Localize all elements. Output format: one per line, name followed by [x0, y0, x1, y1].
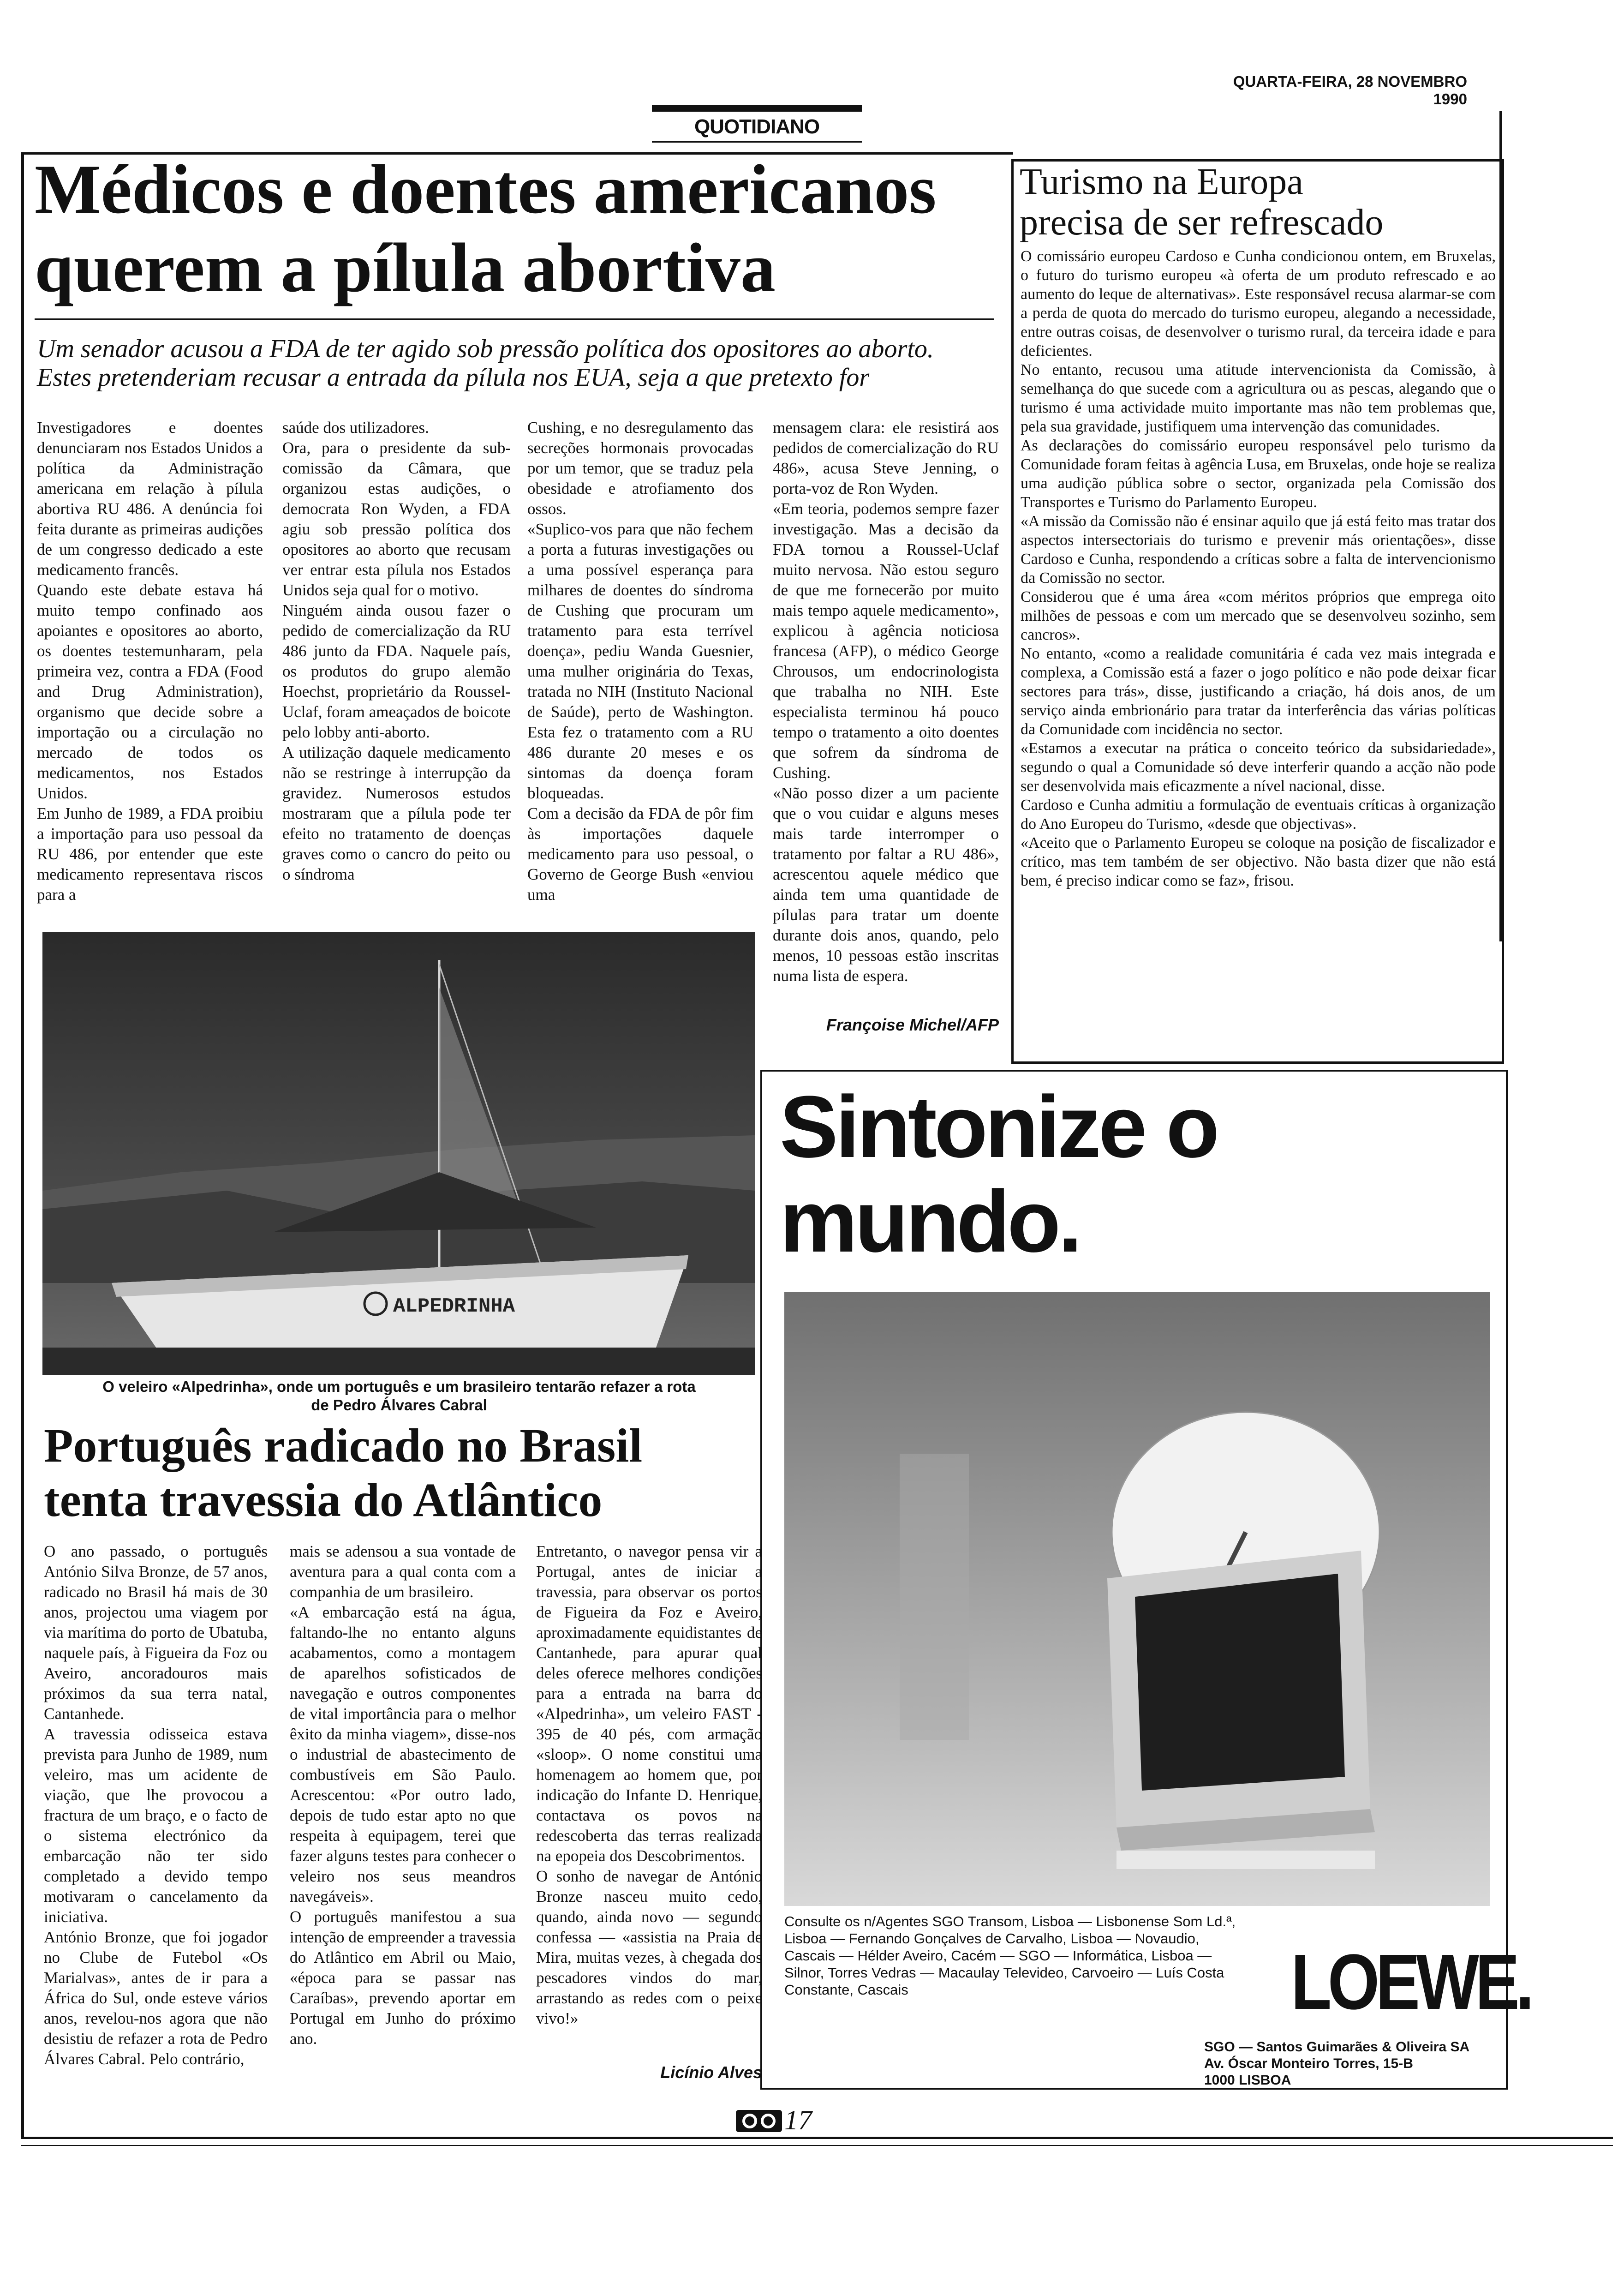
issue-date: QUARTA-FEIRA, 28 NOVEMBRO 1990 — [1233, 73, 1467, 108]
sailboat-illustration — [42, 932, 755, 1375]
photo-caption-line2: de Pedro Álvares Cabral — [311, 1396, 487, 1414]
photo-caption-line1: O veleiro «Alpedrinha», onde um português e um brasileiro tentarão refazer a rota — [102, 1378, 696, 1395]
publication-logo-icon — [736, 2110, 782, 2132]
tourism-article-body: O comissário europeu Cardoso e Cunha condicionou ontem, em Bruxelas, o futuro do turismo europeu «à oferta de um produto refrescado e ao aumento do leque de alternativas». Este responsável recusa alarmar-se com a perda de quota do mercado do turismo europeu, alegando a necessidade, entre outras coisas, de desenvolver o turismo rural, da terceira idade e para deficientes. No entanto, recusou uma atitude intervencionista da Comissão, à semelhança do que sucede com a agricultura ou as pescas, alegando que o turismo é uma actividade muito importante mas não tem problemas que, pela sua gravidade, justifiquem uma intervenção das comunidades. As declarações do comissário europeu responsável pelo turismo da Comunidade foram feitas à agência Lusa, em Bruxelas, onde hoje se realiza uma audição pública sobre o sector, organizada pela Comissão dos Transportes e Turismo do Parlamento Europeu. «A missão da Comissão não é ensinar aquilo que já está feito mas tratar dos aspectos intersectoriais do turismo e prevenir más orientações», disse Cardoso e Cunha, respondendo a críticas sobre a falta de intervencionismo da Comissão no sector. Considerou que é uma área «com méritos próprios que emprega oito milhões de pessoas e com um mercado que se desenvolveu sozinho, sem cancros». No entanto, «como a realidade comunitária é cada vez mais integrada e complexa, a Comissão está a fazer o jogo político e não pode deixar ficar sectores para trás», disse, justificando a criação, há dois anos, de um serviço ainda embrionário para tratar da interferência das várias políticas da Comunidade com incidência no sector. «Estamos a executar na prática o conceito teórico da subsidariedade», segundo o qual a Comunidade só deve interferir quando a acção não pode ser desenvolvida mais eficazmente a nível nacional, disse. Cardoso e Cunha admitiu a formulação de eventuais críticas à organização do Ano Europeu do Turismo, «desde que objectivas». «Aceito que o Parlamento Europeu se coloque na posição de fiscalizador e crítico, mas tem também de ser objectivo. Não basta dizer que não está bem, é preciso indicar como se faz», frisou. — [1021, 248, 1496, 889]
section-rule-top — [652, 105, 862, 112]
tourism-headline-line2: precisa de ser refrescado — [1020, 202, 1384, 243]
brazil-headline-line1: Português radicado no Brasil — [44, 1419, 643, 1472]
brazil-article-column-1: O ano passado, o português António Silva Bronze, de 57 anos, radicado no Brasil há mais de 30 anos, projectou uma viagem por via marítima do porto de Ubatuba, naquele país, à Figueira da Foz ou Aveiro, ancoradouros mais próximos da sua terra natal, Cantanhede. A travessia odisseica estava prevista para Junho de 1989, num veleiro, mas um acidente de viação, que lhe provocou a fractura de um braço, e o facto de o sistema electrónico da embarcação não ter sido completado a devido tempo motivaram o cancelamento da iniciativa. António Bronze, que foi jogador no Clube de Futebol «Os Marialvas», antes de ir para a África do Sul, onde esteve vários anos, revelou-nos agora que não desistiu de refazer a rota de Pedro Álvares Cabral. Pelo contrário, — [44, 1542, 268, 2068]
advert-headline-line1: Sintonize o — [780, 1078, 1217, 1176]
tv-satellite-photo — [784, 1292, 1490, 1906]
main-lead-line2: Estes pretenderiam recusar a entrada da pílula nos EUA, seja a que pretexto for — [37, 363, 870, 392]
tv-satellite-illustration — [784, 1292, 1490, 1906]
page-number: 17 — [784, 2105, 812, 2135]
section-rule-bottom — [652, 141, 862, 143]
boat-name: ALPEDRINHA — [393, 1295, 515, 1318]
main-article-column-1: Investigadores e doentes denunciaram nos Estados Unidos a política da Administração americana em relação à pílula abortiva RU 486. A denúncia foi feita durante as primeiras audições de um congresso dedicado a este medicamento francês. Quando este debate estava há muito tempo confinado aos apoiantes e opositores ao aborto, os doentes testemunharam, pela primeira vez, contra a FDA (Food and Drug Administration), organismo que decide sobre a importação ou a circulação no mercado de todos os medicamentos, nos Estados Unidos. Em Junho de 1989, a FDA proibiu a importação para uso pessoal da RU 486, por entender que este medicamento representava riscos para a — [37, 419, 263, 904]
main-lead-line1: Um senador acusou a FDA de ter agido sob pressão política dos opositores ao aborto. — [37, 335, 934, 363]
brazil-headline-line2: tenta travessia do Atlântico — [44, 1474, 603, 1527]
advert-address-line1: SGO — Santos Guimarães & Oliveira SA — [1204, 2039, 1470, 2055]
advert-address-line3: 1000 LISBOA — [1204, 2073, 1291, 2088]
brazil-article-byline: Licínio Alves — [660, 2063, 762, 2082]
page-left-border — [21, 152, 24, 2137]
brazil-article-column-2: mais se adensou a sua vontade de aventura para a qual conta com a companhia de um brasileiro. «A embarcação está na água, faltando-lhe no entanto alguns acabamentos, como a montagem de aparelhos sofisticados de navegação e outros componentes de vital importância para o melhor êxito da minha viagem», disse-nos o industrial de abastecimento de combustíveis em São Paulo. Acrescentou: «Por outro lado, depois de tudo estar apto no que respeita à equipagem, terei que fazer alguns testes para conhecer o veleiro nos seus meandros navegáveis». O português manifestou a sua intenção de empreender a travessia do Atlântico em Abril ou Maio, «época para se passar nas Caraíbas», prevendo aportar em Portugal em Junho do próximo ano. — [290, 1542, 516, 2048]
main-article-byline: Françoise Michel/AFP — [826, 1015, 999, 1034]
section-label: QUOTIDIANO — [694, 115, 820, 138]
main-article-column-3: Cushing, e no desregulamento das secreções hormonais provocadas por um temor, que se traduz pela obesidade e atrofiamento dos ossos. «Suplico-vos para que não fechem a porta a futuras investigações ou a uma possível esperança para milhares de doentes do síndroma de Cushing que procuram um tratamento para esta terrível doença», pediu Wanda Guesnier, uma mulher originária do Texas, tratada no NIH (Instituto Nacional de Saúde), perto de Washington. Esta fez o tratamento com a RU 486 durante 20 meses e os sintomas da doença foram bloqueadas. Com a decisão da FDA de pôr fim às importações daquele medicamento para uso pessoal, o Governo de George Bush «enviou uma — [527, 419, 753, 904]
main-article-column-4: mensagem clara: ele resistirá aos pedidos de comercialização do RU 486», acusa Steve Jenning, o porta-voz de Ron Wyden. «Em teoria, podemos sempre fazer investigação. Mas a decisão da FDA tornou a Roussel-Uclaf muito nervosa. Não estou seguro de que me fornecerão por muito mais tempo aquele medicamento», explicou à agência noticiosa francesa (AFP), o médico George Chrousos, um endocrinologista que trabalha no NIH. Este especialista terminou há pouco tempo o tratamento a oito doentes que sofrem da síndroma de Cushing. «Não posso dizer a um paciente que o vou cuidar e alguns meses mais tarde interromper o tratamento por faltar a RU 486», acrescentou aquele médico que ainda tem uma quantidade de pílulas para tratar um doente durante dois anos, quando, pelo menos, 10 pessoas estão inscritas numa lista de espera. — [773, 419, 999, 985]
advert-agents: Consulte os n/Agentes SGO Transom, Lisboa — Lisbonense Som Ld.ª, Lisboa — Fernando Gonçalves de Carvalho, Lisboa — Novaudio, Cascais — Hélder Aveiro, Cacém — SGO — Informática, Lisboa — Silnor, Torres Vedras — Macaulay Televideo, Carvoeiro — Luís Costa Constante, Cascais — [784, 1913, 1236, 1998]
footer-rule-thin — [21, 2145, 1613, 2146]
footer-rule — [21, 2137, 1613, 2139]
tourism-headline-line1: Turismo na Europa — [1020, 162, 1303, 202]
loewe-logo: LOEWE. — [1291, 1938, 1530, 2026]
main-headline-line2: querem a pílula abortiva — [35, 229, 776, 306]
headline-rule — [35, 318, 994, 320]
brazil-article-column-3: Entretanto, o navegor pensa vir a Portugal, antes de iniciar a travessia, para observar os portos de Figueira da Foz e Aveiro, aproximadamente equidistantes de Cantanhede, para apurar qual deles oferece melhores condições para a entrada na barra do «Alpedrinha», um veleiro FAST - 395 de 40 pés, com armação «sloop». O nome constitui uma homenagem ao homem que, por indicação do Infante D. Henrique, contactava os povos na redescoberta das terras realizada na epopeia dos Descobrimentos. O sonho de navegar de António Bronze nasceu muito cedo, quando, ainda novo — segundo confessa — «assistia na Praia de Mira, muitas vezes, à chegada dos pescadores vindos do mar, arrastando as redes com o peixe vivo!» — [536, 1542, 762, 2027]
advert-headline-line2: mundo. — [780, 1173, 1080, 1270]
main-article-column-2: saúde dos utilizadores. Ora, para o presidente da sub-comissão da Câmara, que organizou estas audições, o democrata Ron Wyden, a FDA agiu sob pressão política dos opositores ao aborto que recusam ver entrar esta pílula nos Estados Unidos seja qual for o motivo. Ninguém ainda ousou fazer o pedido de comercialização da RU 486 junto da FDA. Naquele país, os produtos do grupo alemão Hoechst, proprietário da Roussel-Uclaf, foram ameaçados de boicote pelo lobby anti-aborto. A utilização daquele medicamento não se restringe à interrupção da gravidez. Numerosos estudos mostraram que a pílula pode ter efeito no tratamento de doenças graves como o cancro do peito ou o síndroma — [282, 419, 511, 883]
main-headline-line1: Médicos e doentes americanos — [35, 150, 937, 228]
advert-address-line2: Av. Óscar Monteiro Torres, 15-B — [1204, 2056, 1413, 2071]
sailboat-photo — [42, 932, 755, 1375]
